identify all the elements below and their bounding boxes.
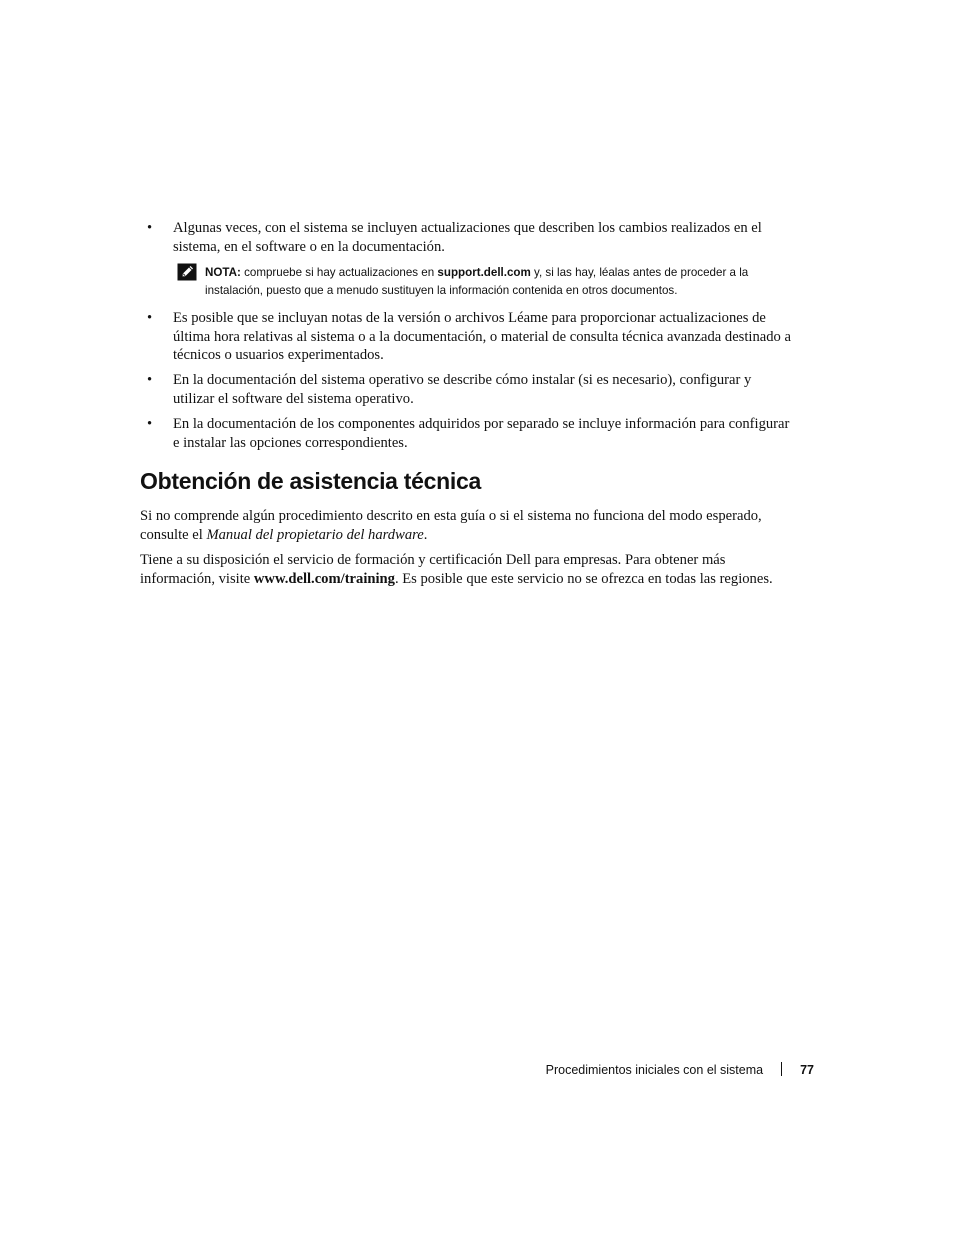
paragraph-help [140,507,785,544]
bullet-symbol: • [147,416,153,433]
bullet-text: En la documentación de los componentes adquiridos por separado se incluye información para configurar e instalar las opciones correspondientes. [173,416,790,451]
bullet-symbol: • [147,372,153,389]
paragraph-text-end: . [423,526,428,543]
support-link[interactable]: support.dell.com [437,266,531,280]
bullet-text: En la documentación del sistema operativo se describe cómo instalar (si es necesario), configurar y utilizar el software del sistema operativo. [173,372,752,408]
bullet-text: Es posible que se incluyan notas de la versión o archivos Léame para proporcionar actualizaciones de última hora relativas al sistema o a la documentación, o material de consulta técnica avanzada destinado a técnicos o usuarios experimentados. [173,310,791,364]
page-footer [546,1062,814,1077]
paragraph-text: Tiene a su disposición el servicio de formación y certificación Dell para empresas. Para obtener más información, visite [140,552,726,587]
section-heading: Obtención de asistencia técnica [140,468,481,494]
manual-title: Manual del propietario del hardware [206,526,424,543]
page-number: 77 [800,1063,814,1077]
list-item [146,371,796,408]
note-text-rest: y, si las hay, léalas antes de proceder a la instalación, puesto que a menudo sustituyen la información contenida en otros documentos. [205,266,749,298]
paragraph-text: Si no comprende algún procedimiento descrito en esta guía o si el sistema no funciona del modo esperado, consulte el [140,508,762,543]
list-item [146,415,796,452]
bullet-text: Algunas veces, con el sistema se incluyen actualizaciones que describen los cambios realizados en el sistema, en el software o en la documentación. [173,220,762,255]
footer-divider [781,1062,782,1076]
bullet-symbol: • [147,310,153,327]
bullet-symbol: • [147,220,153,236]
list-item [146,219,796,256]
note-pencil-icon [177,263,197,281]
paragraph-text-end: . Es posible que este servicio no se ofrezca en todas las regiones. [394,570,773,587]
note-box [146,264,796,300]
note-text: compruebe si hay actualizaciones en [240,266,438,280]
bullet-list [146,219,796,459]
list-item [146,309,796,365]
footer-title: Procedimientos iniciales con el sistema [545,1063,764,1077]
paragraph-training [140,551,785,588]
note-label: NOTA: [205,266,241,280]
training-link[interactable]: www.dell.com/training [253,570,395,587]
